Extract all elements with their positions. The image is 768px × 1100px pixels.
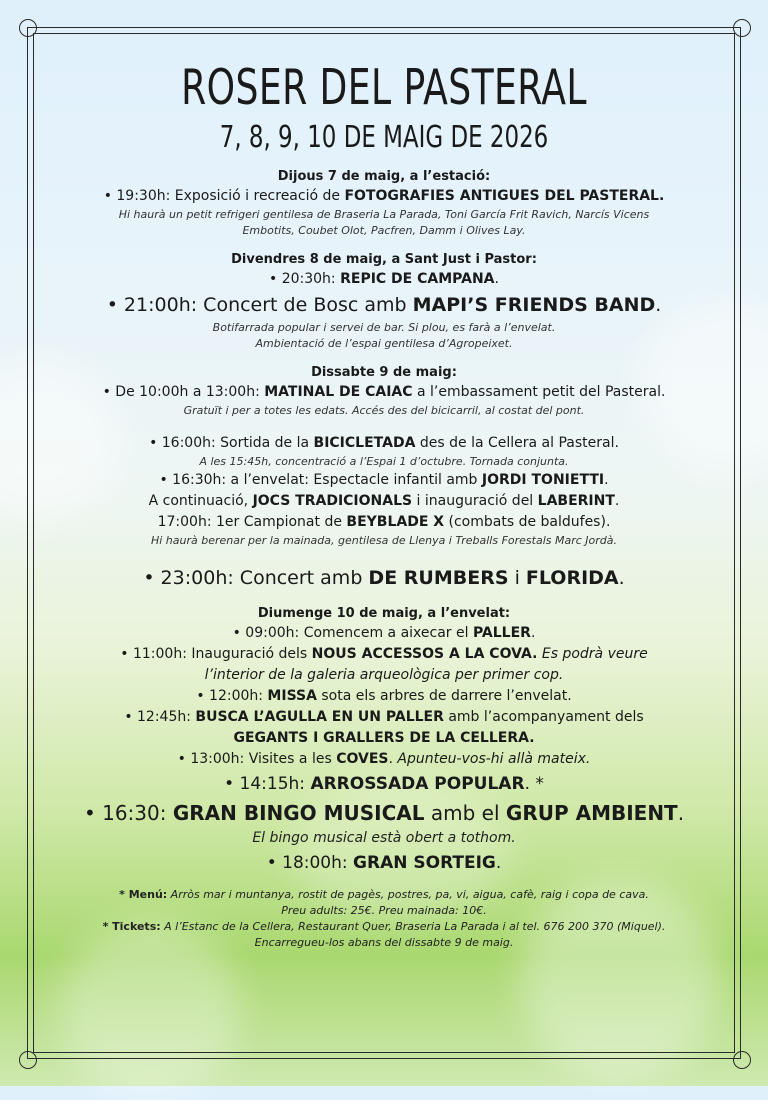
event-note: Hi haurà un petit refrigeri gentilesa de Braseria La Parada, Toni García Frit Ravich, Narcís Vicens [118, 208, 650, 221]
prices-line: Preu adults: 25€. Preu mainada: 10€. [281, 904, 487, 917]
frame-corner-ornament [19, 19, 37, 37]
poster-content [40, 52, 728, 951]
event-line: • 12:45h: BUSCA L’AGULLA EN UN PALLER amb l’acompanyament dels [124, 709, 644, 725]
reserve-line: Encarregueu-los abans del dissabte 9 de maig. [254, 936, 514, 949]
event-line: • 18:00h: GRAN SORTEIG. [266, 853, 502, 873]
event-note: A les 15:45h, concentració a l’Espai 1 d’octubre. Tornada conjunta. [199, 455, 569, 468]
frame-corner-ornament [733, 1051, 751, 1069]
frame-corner-ornament [19, 1051, 37, 1069]
day-heading-thursday: Dijous 7 de maig, a l’estació: [277, 169, 491, 184]
event-line: • 23:00h: Concert amb DE RUMBERS i FLORIDA. [143, 567, 625, 589]
event-line: • 11:00h: Inauguració dels NOUS ACCESSOS A LA COVA. Es podrà veure [120, 646, 648, 662]
event-note: Hi haurà berenar per la mainada, gentilesa de Llenya i Treballs Forestals Marc Jordà. [150, 534, 618, 547]
menu-line: * Menú: Arròs mar i muntanya, rostit de pagès, postres, pa, vi, aigua, cafè, raig i copa de cava. [119, 888, 649, 901]
event-line: • 16:30: GRAN BINGO MUSICAL amb el GRUP AMBIENT. [83, 801, 685, 825]
event-note: Gratuït i per a totes les edats. Accés des del bicicarril, al costat del pont. [183, 404, 585, 417]
event-line: l’interior de la galeria arqueològica per primer cop. [204, 667, 564, 683]
event-note: Ambientació de l’espai gentilesa d’Agropeixet. [255, 337, 513, 350]
event-line: • 16:00h: Sortida de la BICICLETADA des de la Cellera al Pasteral. [149, 435, 619, 451]
event-line: A continuació, JOCS TRADICIONALS i inauguració del LABERINT. [148, 493, 620, 509]
event-line: • 14:15h: ARROSSADA POPULAR. * [224, 774, 544, 794]
poster-title: ROSER DEL PASTERAL [181, 59, 587, 116]
event-line: • 12:00h: MISSA sota els arbres de darrere l’envelat. [196, 688, 572, 704]
footer-notes [40, 887, 728, 951]
day-heading-saturday: Dissabte 9 de maig: [311, 365, 457, 380]
poster-dates: 7, 8, 9, 10 DE MAIG DE 2026 [219, 120, 549, 155]
event-line: • De 10:00h a 13:00h: MATINAL DE CAIAC a l’embassament petit del Pasteral. [102, 384, 666, 400]
tickets-line: * Tickets: A l’Estanc de la Cellera, Restaurant Quer, Braseria La Parada i al tel. 676 200 370 (Miquel). [102, 920, 666, 933]
event-line: • 19:30h: Exposició i recreació de FOTOGRAFIES ANTIGUES DEL PASTERAL. [103, 188, 665, 204]
event-note: El bingo musical està obert a tothom. [252, 830, 516, 846]
event-line: • 21:00h: Concert de Bosc amb MAPI’S FRIENDS BAND. [106, 294, 662, 316]
event-line: 17:00h: 1er Campionat de BEYBLADE X (combats de baldufes). [157, 514, 611, 530]
frame-corner-ornament [733, 19, 751, 37]
event-line: • 09:00h: Comencem a aixecar el PALLER. [232, 625, 536, 641]
day-heading-friday: Divendres 8 de maig, a Sant Just i Pastor: [231, 252, 537, 267]
day-heading-sunday: Diumenge 10 de maig, a l’envelat: [257, 606, 511, 621]
event-line: • 20:30h: REPIC DE CAMPANA. [269, 271, 499, 287]
event-line: • 13:00h: Visites a les COVES. Apunteu-vos-hi allà mateix. [177, 751, 591, 767]
event-note: Botifarrada popular i servei de bar. Si plou, es farà a l’envelat. [212, 321, 556, 334]
event-line: GEGANTS I GRALLERS DE LA CELLERA. [233, 730, 535, 746]
event-line: • 16:30h: a l’envelat: Espectacle infantil amb JORDI TONIETTI. [159, 472, 609, 488]
event-note: Embotits, Coubet Olot, Pacfren, Damm i Olives Lay. [242, 224, 526, 237]
